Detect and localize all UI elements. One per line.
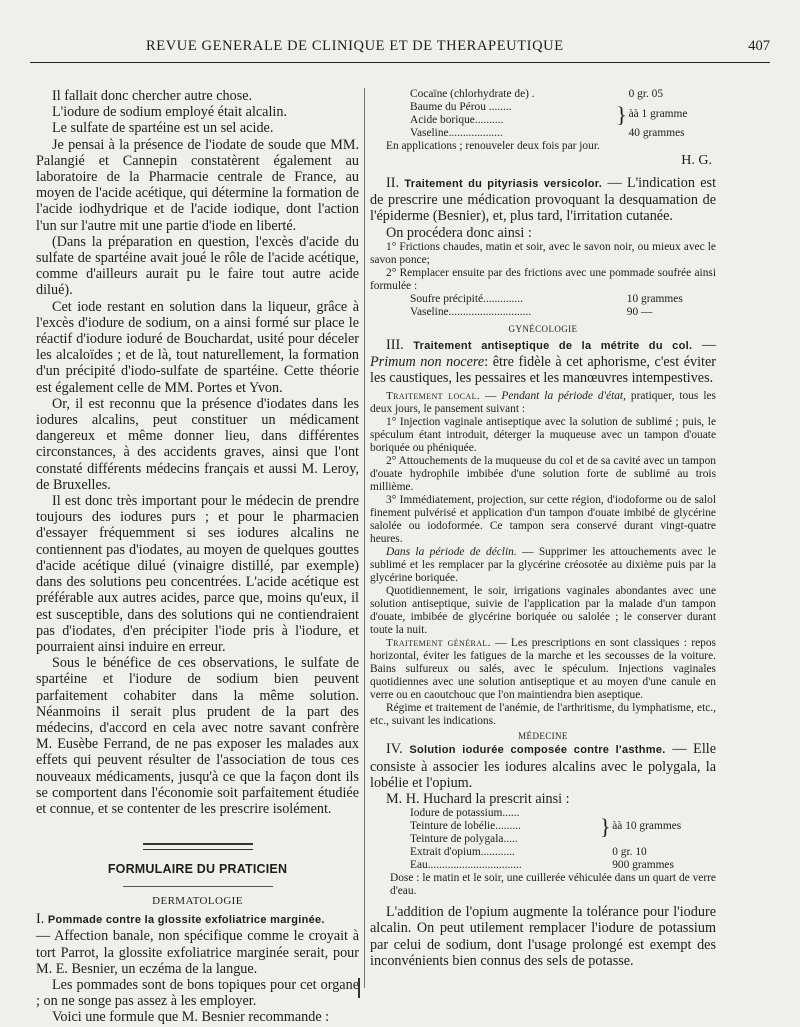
prescription-row xyxy=(370,127,716,140)
prescription-row xyxy=(370,293,716,306)
step: 2° Remplacer ensuite par des frictions avec une pommade soufrée ainsi formulée : xyxy=(370,266,716,292)
prescription-table xyxy=(370,88,716,140)
paragraph: Or, il est reconnu que la présence d'iodates dans les iodures alcalins, peut constituer un médicament dangereux et même donner lieu, dans différentes circonstances, à des accidents graves, ainsi que l'ont constaté différents médecins français et aussi M. Leroy, de Bruxelles. xyxy=(36,395,359,493)
prescription-row xyxy=(370,306,716,319)
item-heading xyxy=(370,741,716,791)
ingredient: Vaseline............................. xyxy=(410,305,532,318)
quantity: àà 10 grammes xyxy=(612,820,682,833)
prescription-table xyxy=(370,807,716,872)
step: 2° Attouchements de la muqueuse du col et de sa cavité avec un tampon d'ouate hydrophile imbibée d'une solution forte de sublimé au trois millième. xyxy=(370,455,716,494)
paragraph: Il est donc très important pour le médecin de prendre toujours des iodures purs ; et pour le pharmacien d'essayer fréquemment si ses iodures alcalins ne contiennent pas d'iodates, au moyen de quelques gouttes d'acide acétique dilué (vinaigre distillé, par exemple) dans des solutions peu concentrées. L'acide acétique est préférable aux autres acides, parce que, moins qu'eux, il est susceptible, dans des solutions qui ne contiendraient pas d'iodates, d'en précipiter l'iode pris à l'iodure, et pourraient ainsi induire en erreur. xyxy=(36,493,359,655)
paragraph xyxy=(370,546,716,585)
text: , pratiquer, tous les deux jours, le pansement suivant : xyxy=(370,390,716,416)
subsection-title: GYNÉCOLOGIE xyxy=(508,323,578,334)
rule xyxy=(123,886,273,887)
quantity: àà 1 gramme xyxy=(628,107,688,120)
step: 1° Frictions chaudes, matin et soir, avec le savon noir, ou mieux avec le savon ponce; xyxy=(370,240,716,266)
ingredient: Vaseline................... xyxy=(410,127,503,139)
ingredient: Eau................................. xyxy=(410,859,522,872)
prescription-table xyxy=(370,293,716,319)
emphasis: Pendant la période d'état xyxy=(501,390,624,403)
item-title: Pommade contre la glossite exfoliatrice marginée. xyxy=(47,914,325,927)
left-column xyxy=(36,88,359,1026)
journal-title: REVUE GENERALE DE CLINIQUE ET DE THERAPEUTIQUE xyxy=(146,38,564,54)
quantity: 900 grammes xyxy=(612,859,674,872)
step: 3° Immédiatement, projection, sur cette région, d'iodoforme ou de salol finement pulvérisé et application d'un tampon d'ouate imbibé de glycérine salolée ou iodoformée. Ce tampon sera conservé durant vingt-quatre heures. xyxy=(370,494,716,546)
quantity: 10 grammes xyxy=(626,292,683,305)
paragraph: Il fallait donc chercher autre chose. xyxy=(52,88,253,104)
item-title: Traitement du pityriasis versicolor. xyxy=(404,178,603,190)
quantity: 40 grammes xyxy=(628,127,685,139)
ingredient: Baume du Pérou ........ xyxy=(410,101,512,113)
column-divider xyxy=(364,88,365,988)
quantity: 0 gr. 05 xyxy=(628,88,664,100)
dash: — xyxy=(672,741,687,758)
item-number: IV. xyxy=(386,741,403,758)
quantity: 90 — xyxy=(626,305,653,318)
paragraph: Sous le bénéfice de ces observations, le sulfate de spartéine et l'iodure de sodium bien peuvent parfaitement cohabiter dans la même solution. Néanmoins il serait plus prudent de la part des médecins, d'accord en cela avec notre savant confrère M. Eusèbe Ferrand, de ne pas exposer les malades aux effets qui peuvent résulter de l'association de tous ces nouveaux médicaments, jusqu'à ce que la façon dont ils se comportent dans l'économie soit parfaitement étudiée et connue, et se contenter de les prescrire isolément. xyxy=(36,655,359,817)
author-signature: H. G. xyxy=(681,153,712,168)
item-heading xyxy=(370,337,716,387)
paragraph: On procédera donc ainsi : xyxy=(386,224,532,241)
paragraph: Je pensai à la présence de l'iodate de soude que MM. Palangié et Cannepin constatèrent également au laboratoire de la Pharmacie centrale de France, au moyen de l'acide acétique, qui détermine la formation de l'acide iodhydrique et de l'acide iodique, dont l'action l'un sur l'autre mit une partie d'iode en liberté. xyxy=(36,136,359,234)
ingredient: Extrait d'opium............ xyxy=(410,846,515,859)
item-number: I. xyxy=(36,911,45,928)
ingredient: Teinture de lobélie......... xyxy=(410,820,521,833)
item-text: — L'indication est de prescrire une médication provoquant la desquamation de l'épiderme (Besnier), et, plus tard, l'irritation cutanée. xyxy=(370,175,717,225)
running-head xyxy=(30,38,770,60)
quantity: 0 gr. 10 xyxy=(612,846,647,859)
paragraph: Cet iode restant en solution dans la liqueur, grâce à l'excès d'iodure de sodium, on a ainsi formé sur place le réactif d'iodure ioduré de Bouchardat, usité pour déceler les alcaloïdes ; et de là, tout naturellement, la formation d'un précipité d'iodo-sulfate de spartéine. Cette théorie est également celle de MM. Portes et Yvon. xyxy=(36,298,359,396)
ingredient: Soufre précipité.............. xyxy=(410,292,523,305)
paragraph: Traitement local. — Pendant la période d'état, pratiquer, tous les deux jours, le pansement suivant : xyxy=(370,390,716,416)
item-text: : être fidèle à cet aphorisme, c'est éviter les caustiques, les pessaires et les manœuvres intempestives. xyxy=(370,354,716,387)
prescription-row xyxy=(370,88,716,101)
paragraph: (Dans la préparation en question, l'excès d'acide du sulfate de spartéine avait joué le rôle de l'acide acétique, comme d'ailleurs aurait pu le faire tout autre acide dilué). xyxy=(36,233,359,299)
paragraph: Voici une formule que M. Besnier recommande : xyxy=(52,1009,330,1026)
ingredient: Acide borique.......... xyxy=(410,114,504,126)
header-rule xyxy=(30,62,770,63)
item-number: II. xyxy=(386,175,399,191)
item-title: Traitement antiseptique de la métrite du col. xyxy=(413,339,693,352)
brace-glyph: } xyxy=(599,814,611,840)
text: — Les prescriptions en sont classiques : repos horizontal, éviter les fatigues de la marche et les secousses de la voiture. Bains sulfureux ou salés, avec le spéculum. Injections vaginales quotidiennes avec une solution antiseptique et au moyen d'une canule en verre ou en caoutchouc que l'on maintiendra bien aseptique. xyxy=(370,637,716,702)
paragraph: L'iodure de sodium employé était alcalin. xyxy=(52,104,288,121)
paragraph: Quotidiennement, le soir, irrigations vaginales abondantes avec une solution antiseptique, suivie de l'application par la malade d'un tampon d'ouate, imbibée de glycérine boriquée ou salolée ; le conserver durant toute la nuit. xyxy=(370,585,716,637)
paragraph xyxy=(370,637,716,702)
treatment-label: Traitement général. xyxy=(386,637,491,650)
latin-maxim: Primum non nocere xyxy=(370,354,485,371)
step: 1° Injection vaginale antiseptique avec la solution de sublimé ; puis, le spéculum étant introduit, déterger la muqueuse avec un tampon d'ouate boriquée ou phéniquée. xyxy=(370,416,716,455)
page-number: 407 xyxy=(748,38,770,54)
paragraph: — Affection banale, non spécifique comme le croyait à tort Parrot, la glossite exfoliatrice marginée serait, pour M. E. Besnier, un eczéma de la langue. xyxy=(36,928,359,977)
item-text: Elle consiste à associer les iodures alcalins avec le polygala, la lobélie et l'opium. xyxy=(370,741,717,791)
paragraph: L'addition de l'opium augmente la tolérance pour l'iodure alcalin. On peut utilement remplacer l'iodure de potassium par celui de sodium, dont l'usage prolongé est exempt des inconvénients bien connus des sels de potasse. xyxy=(370,904,716,969)
item-heading xyxy=(370,175,716,225)
section-title: FORMULAIRE DU PRATICIEN xyxy=(107,862,288,877)
brace-glyph: } xyxy=(616,101,627,127)
usage-note: En applications ; renouveler deux fois par jour. xyxy=(386,140,600,152)
prescription-row xyxy=(370,859,716,872)
prescription-row xyxy=(370,846,716,859)
dose-note: Dose : le matin et le soir, une cuillerée véhiculée dans un quart de verre d'eau. xyxy=(390,872,716,898)
ingredient: Iodure de potassium...... xyxy=(410,807,520,820)
right-column xyxy=(370,88,716,969)
treatment-label: Traitement local. xyxy=(386,390,481,403)
paragraph: M. H. Huchard la prescrit ainsi : xyxy=(386,791,570,808)
subsection-title: MÉDECINE xyxy=(518,731,568,742)
paragraph: Les pommades sont de bons topiques pour cet organe ; on ne songe pas assez à les employer. xyxy=(36,976,359,1010)
prescription-row xyxy=(370,807,716,820)
item-number: III. xyxy=(386,336,404,353)
formulaire-heading xyxy=(36,843,359,887)
subsection-title: DERMATOLOGIE xyxy=(152,895,243,908)
dash: — xyxy=(701,336,717,353)
text: — Supprimer les attouchements avec le sublimé et les remplacer par la glycérine créosotée au dixième puis par la glycérine boriquée. xyxy=(370,546,717,585)
item-heading xyxy=(36,911,359,928)
paragraph: Régime et traitement de l'anémie, de l'arthritisme, du lymphatisme, etc., etc., suivant les indications. xyxy=(370,702,716,728)
ingredient: Teinture de polygala..... xyxy=(410,833,518,846)
prescription-row xyxy=(370,101,716,114)
item-title: Solution iodurée composée contre l'asthme. xyxy=(409,744,666,757)
paragraph: Le sulfate de spartéine est un sel acide. xyxy=(52,120,274,137)
emphasis: Dans la période de déclin. xyxy=(386,546,517,559)
ingredient: Cocaïne (chlorhydrate de) . xyxy=(410,88,535,100)
ornament-rule xyxy=(143,843,253,850)
